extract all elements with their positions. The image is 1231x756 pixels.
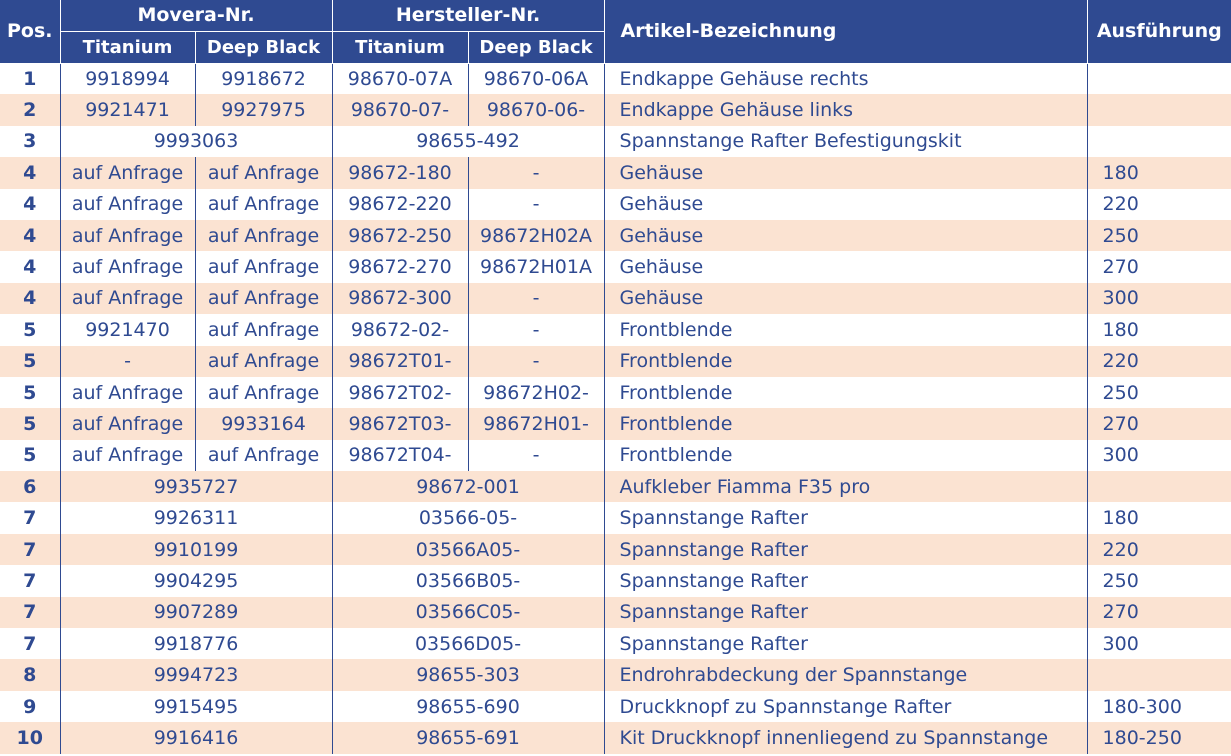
movera-nr-cell: 9907289 [60, 597, 332, 628]
artikel-cell: Spannstange Rafter [604, 534, 1087, 565]
header-hersteller-titanium: Titanium [332, 31, 468, 63]
header-hersteller-deep-black: Deep Black [468, 31, 604, 63]
hersteller-deep-black-cell: - [468, 440, 604, 471]
movera-titanium-cell: 9918994 [60, 63, 195, 94]
artikel-cell: Gehäuse [604, 251, 1087, 282]
movera-nr-cell: 9994723 [60, 659, 332, 690]
ausfuehrung-cell: 300 [1102, 632, 1139, 655]
table-row [0, 251, 1231, 282]
hersteller-nr-cell: 98655-303 [332, 659, 604, 690]
pos-cell: 5 [0, 408, 60, 439]
table-row [0, 597, 1231, 628]
movera-titanium-cell: auf Anfrage [60, 189, 195, 220]
header-ausfuehrung: Ausführung [1087, 0, 1231, 63]
movera-nr-cell: 9993063 [60, 126, 332, 157]
pos-cell: 4 [0, 251, 60, 282]
table-row [0, 283, 1231, 314]
ausfuehrung-cell: 300 [1087, 283, 1231, 314]
artikel-cell: Gehäuse [604, 220, 1087, 251]
table-row [0, 157, 1231, 188]
table-row [0, 408, 1231, 439]
movera-titanium-cell: auf Anfrage [60, 440, 195, 471]
artikel-cell: Spannstange Rafter [604, 597, 1087, 628]
hersteller-deep-black-cell: 98670-06A [468, 63, 604, 94]
table-row [0, 471, 1231, 502]
movera-nr-cell: 9910199 [60, 534, 332, 565]
table-row [0, 94, 1231, 125]
pos-cell: 5 [0, 377, 60, 408]
ausfuehrung-cell: 250 [1087, 220, 1231, 251]
pos-cell: 4 [0, 189, 60, 220]
ausfuehrung-cell [1087, 659, 1231, 690]
hersteller-titanium-cell: 98672-02- [332, 314, 468, 345]
header-movera-titanium: Titanium [60, 31, 195, 63]
movera-deep-black-cell: 9918672 [195, 63, 332, 94]
hersteller-nr-cell: 03566D05- [332, 628, 604, 659]
ausfuehrung-cell [1087, 471, 1231, 502]
header-hersteller: Hersteller-Nr. [332, 0, 604, 31]
pos-cell: 6 [0, 471, 60, 502]
table-row [0, 534, 1231, 565]
ausfuehrung-cell [1087, 126, 1231, 157]
pos-cell: 3 [0, 126, 60, 157]
ausfuehrung-cell: 250 [1102, 569, 1139, 592]
hersteller-deep-black-cell: - [468, 189, 604, 220]
pos-cell: 1 [0, 63, 60, 94]
artikel-cell: Frontblende [604, 440, 1087, 471]
pos-cell: 7 [0, 628, 60, 659]
artikel-cell: Frontblende [604, 377, 1087, 408]
table-body [0, 63, 1231, 754]
hersteller-titanium-cell: 98672-300 [332, 283, 468, 314]
hersteller-titanium-cell: 98672-180 [332, 157, 468, 188]
artikel-cell: Endkappe Gehäuse links [604, 94, 1087, 125]
table-row [0, 722, 1231, 753]
pos-cell: 7 [0, 565, 60, 596]
table-row [0, 189, 1231, 220]
table-row [0, 659, 1231, 690]
movera-titanium-cell: auf Anfrage [60, 157, 195, 188]
pos-cell: 9 [0, 691, 60, 722]
hersteller-titanium-cell: 98670-07- [332, 94, 468, 125]
hersteller-deep-black-cell: 98672H01- [468, 408, 604, 439]
pos-cell: 7 [0, 597, 60, 628]
artikel-cell: Spannstange Rafter [604, 502, 1087, 533]
hersteller-nr-cell: 98655-690 [332, 691, 604, 722]
hersteller-deep-black-cell: - [468, 314, 604, 345]
hersteller-deep-black-cell: 98672H01A [468, 251, 604, 282]
movera-titanium-cell: auf Anfrage [60, 408, 195, 439]
hersteller-nr-cell: 03566-05- [332, 502, 604, 533]
hersteller-titanium-cell: 98672-250 [332, 220, 468, 251]
movera-titanium-cell: auf Anfrage [60, 283, 195, 314]
movera-deep-black-cell: auf Anfrage [195, 346, 332, 377]
hersteller-deep-black-cell: 98670-06- [468, 94, 604, 125]
hersteller-nr-cell: 03566B05- [332, 565, 604, 596]
ausfuehrung-cell: 270 [1087, 408, 1231, 439]
table-row [0, 220, 1231, 251]
pos-cell: 5 [0, 346, 60, 377]
hersteller-titanium-cell: 98672-270 [332, 251, 468, 282]
ausfuehrung-cell: 180-250 [1087, 722, 1231, 753]
pos-cell: 4 [0, 157, 60, 188]
table-row [0, 440, 1231, 471]
ausfuehrung-cell: 180-300 [1102, 695, 1182, 718]
movera-titanium-cell: - [60, 346, 195, 377]
hersteller-nr-cell: 98655-492 [332, 126, 604, 157]
table-row [0, 628, 1231, 659]
table-row [0, 314, 1231, 345]
artikel-cell: Gehäuse [604, 283, 1087, 314]
movera-titanium-cell: 9921470 [60, 314, 195, 345]
artikel-cell: Gehäuse [604, 189, 1087, 220]
movera-titanium-cell: auf Anfrage [60, 220, 195, 251]
hersteller-nr-cell: 98655-691 [332, 722, 604, 753]
movera-deep-black-cell: auf Anfrage [195, 189, 332, 220]
hersteller-titanium-cell: 98672T03- [332, 408, 468, 439]
table-row [0, 126, 1231, 157]
pos-cell: 4 [0, 283, 60, 314]
artikel-cell: Aufkleber Fiamma F35 pro [604, 471, 1087, 502]
movera-titanium-cell: 9921471 [60, 94, 195, 125]
movera-nr-cell: 9926311 [60, 502, 332, 533]
hersteller-deep-black-cell: 98672H02A [468, 220, 604, 251]
artikel-cell: Frontblende [604, 346, 1087, 377]
ausfuehrung-cell: 220 [1087, 346, 1231, 377]
hersteller-deep-black-cell: - [468, 157, 604, 188]
artikel-cell: Endrohrabdeckung der Spannstange [604, 659, 1087, 690]
movera-deep-black-cell: auf Anfrage [195, 220, 332, 251]
header-pos: Pos. [0, 0, 60, 63]
artikel-cell: Spannstange Rafter Befestigungskit [604, 126, 1087, 157]
movera-deep-black-cell: auf Anfrage [195, 377, 332, 408]
table-row [0, 377, 1231, 408]
hersteller-nr-cell: 98672-001 [332, 471, 604, 502]
movera-nr-cell: 9935727 [60, 471, 332, 502]
pos-cell: 2 [0, 94, 60, 125]
hersteller-titanium-cell: 98672T02- [332, 377, 468, 408]
movera-deep-black-cell: auf Anfrage [195, 283, 332, 314]
artikel-cell: Frontblende [604, 314, 1087, 345]
pos-cell: 7 [0, 534, 60, 565]
ausfuehrung-cell: 180 [1102, 507, 1139, 530]
movera-nr-cell: 9916416 [60, 722, 332, 753]
movera-titanium-cell: auf Anfrage [60, 377, 195, 408]
artikel-cell: Spannstange Rafter [604, 565, 1087, 596]
artikel-cell: Spannstange Rafter [604, 628, 1087, 659]
ausfuehrung-cell: 270 [1087, 597, 1231, 628]
ausfuehrung-cell: 220 [1102, 193, 1139, 216]
ausfuehrung-cell: 270 [1102, 256, 1139, 279]
ausfuehrung-cell: 180 [1102, 318, 1139, 341]
ausfuehrung-cell: 220 [1087, 534, 1231, 565]
table-row [0, 346, 1231, 377]
movera-deep-black-cell: 9927975 [195, 94, 332, 125]
ausfuehrung-cell [1087, 94, 1231, 125]
pos-cell: 10 [0, 722, 60, 753]
ausfuehrung-cell: 180 [1087, 157, 1231, 188]
pos-cell: 8 [0, 659, 60, 690]
pos-cell: 4 [0, 220, 60, 251]
movera-nr-cell: 9904295 [60, 565, 332, 596]
pos-cell: 5 [0, 440, 60, 471]
artikel-cell: Frontblende [604, 408, 1087, 439]
header-movera-deep-black: Deep Black [195, 31, 332, 63]
table-row [0, 565, 1231, 596]
header-artikel: Artikel-Bezeichnung [604, 0, 1087, 63]
hersteller-deep-black-cell: 98672H02- [468, 377, 604, 408]
movera-nr-cell: 9918776 [60, 628, 332, 659]
ausfuehrung-cell [1087, 63, 1231, 94]
artikel-cell: Gehäuse [604, 157, 1087, 188]
pos-cell: 5 [0, 314, 60, 345]
hersteller-titanium-cell: 98670-07A [332, 63, 468, 94]
header-movera: Movera-Nr. [60, 0, 332, 31]
movera-deep-black-cell: auf Anfrage [195, 157, 332, 188]
table-header [0, 0, 1231, 63]
movera-nr-cell: 9915495 [60, 691, 332, 722]
movera-deep-black-cell: 9933164 [195, 408, 332, 439]
hersteller-titanium-cell: 98672T04- [332, 440, 468, 471]
table-row [0, 502, 1231, 533]
movera-deep-black-cell: auf Anfrage [195, 314, 332, 345]
hersteller-titanium-cell: 98672T01- [332, 346, 468, 377]
table-row [0, 691, 1231, 722]
artikel-cell: Druckknopf zu Spannstange Rafter [604, 691, 1087, 722]
movera-deep-black-cell: auf Anfrage [195, 440, 332, 471]
artikel-cell: Kit Druckknopf innenliegend zu Spannstange [604, 722, 1087, 753]
artikel-cell: Endkappe Gehäuse rechts [604, 63, 1087, 94]
ausfuehrung-cell: 300 [1102, 444, 1139, 467]
hersteller-deep-black-cell: - [468, 346, 604, 377]
hersteller-deep-black-cell: - [468, 283, 604, 314]
pos-cell: 7 [0, 502, 60, 533]
hersteller-titanium-cell: 98672-220 [332, 189, 468, 220]
hersteller-nr-cell: 03566C05- [332, 597, 604, 628]
movera-deep-black-cell: auf Anfrage [195, 251, 332, 282]
table-row [0, 63, 1231, 94]
movera-titanium-cell: auf Anfrage [60, 251, 195, 282]
ausfuehrung-cell: 250 [1102, 381, 1139, 404]
hersteller-nr-cell: 03566A05- [332, 534, 604, 565]
